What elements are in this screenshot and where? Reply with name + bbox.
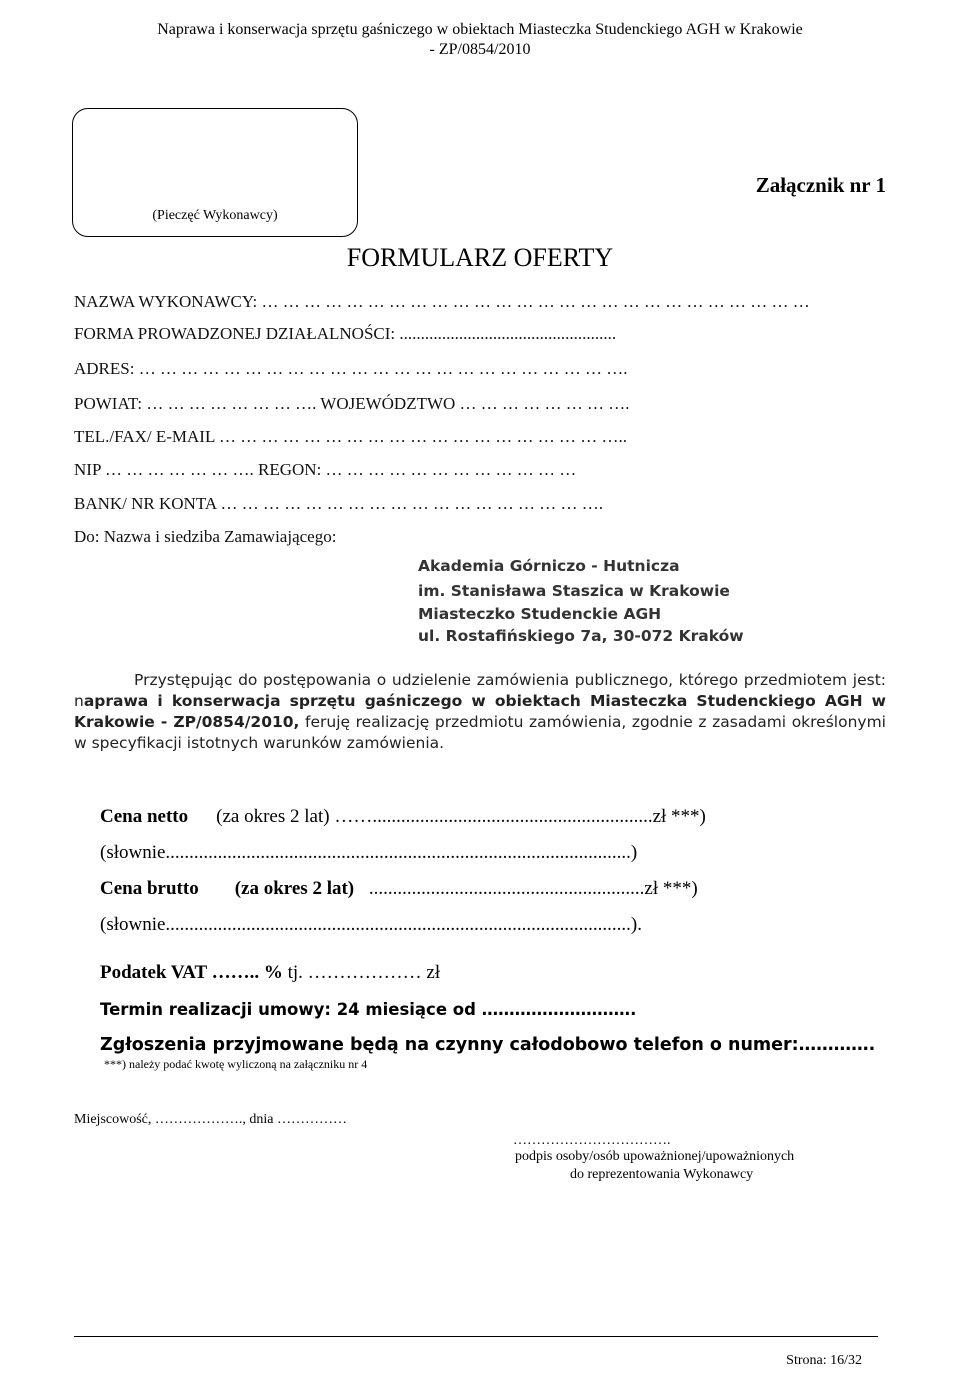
form-title bbox=[0, 243, 960, 273]
gross-price-row[interactable] bbox=[100, 878, 698, 900]
header-title: Naprawa i konserwacja sprzętu gaśniczego w obiektach Miasteczka Studenckiego AGH w Krakowie bbox=[157, 21, 803, 38]
net-price-label: Cena netto bbox=[100, 806, 189, 827]
offer-statement bbox=[74, 670, 886, 754]
buyer-address: ul. Rostafińskiego 7a, 30-072 Kraków bbox=[418, 627, 744, 645]
buyer-name-line1: Akademia Górniczo - Hutnicza bbox=[418, 557, 680, 575]
district-field[interactable]: POWIAT: … … … … … … … …. WOJEWÓDZTWO … … … … … … … …. bbox=[74, 394, 630, 413]
page-number: Strona: 16/32 bbox=[786, 1353, 862, 1368]
completion-term[interactable]: Termin realizacji umowy: 24 miesiące od ………………………. bbox=[100, 1000, 637, 1019]
tax-id-field[interactable]: NIP … … … … … … …. REGON: … … … … … … … … … … … … bbox=[74, 460, 577, 479]
net-price-value[interactable]: ……...........................................................zł ***) bbox=[329, 806, 706, 827]
contact-field[interactable]: TEL./FAX/ E-MAIL … … … … … … … … … … … … … … … … … … ….. bbox=[74, 427, 627, 446]
gross-price-value[interactable]: ..........................................................zł ***) bbox=[364, 878, 698, 899]
gross-price-period: (za okres 2 lat) bbox=[234, 878, 355, 899]
header-reference: - ZP/0854/2010 bbox=[429, 41, 531, 58]
bank-account-field[interactable]: BANK/ NR KONTA … … … … … … … … … … … … … … … … … …. bbox=[74, 494, 603, 513]
business-form-field[interactable]: FORMA PROWADZONEJ DZIAŁALNOŚCI: ................................................... bbox=[74, 324, 617, 343]
signature-caption-line1: podpis osoby/osób upoważnionej/upoważnionych bbox=[515, 1149, 795, 1164]
vat-amount[interactable]: tj. ……………… zł bbox=[282, 962, 441, 983]
vat-percent[interactable]: …….. % bbox=[206, 962, 283, 983]
attachment-label: Załącznik nr 1 bbox=[755, 173, 886, 197]
buyer-unit: Miasteczko Studenckie AGH bbox=[418, 605, 662, 623]
footnote: ***) należy podać kwotę wyliczoną na załączniku nr 4 bbox=[104, 1057, 368, 1071]
net-price-row[interactable] bbox=[100, 806, 706, 828]
net-price-period: (za okres 2 lat) bbox=[216, 806, 330, 827]
hotline-phone[interactable]: Zgłoszenia przyjmowane będą na czynny całodobowo telefon o numer:…………. bbox=[100, 1035, 876, 1055]
gross-price-words[interactable]: (słownie..................................................................................................). bbox=[100, 914, 643, 935]
net-price-words[interactable]: (słownie..................................................................................................) bbox=[100, 842, 638, 863]
statement-tail: feruję realizację przedmiotu zamówienia, zgodnie z zasadami określonymi w specyfikacji istotnych warunków zamówienia. bbox=[74, 713, 886, 752]
signature-line[interactable]: ……………………………. bbox=[513, 1133, 671, 1148]
vat-label: Podatek VAT bbox=[100, 962, 207, 983]
gross-price-label: Cena brutto bbox=[100, 878, 199, 899]
form-title-text: FORMULARZ OFERTY bbox=[346, 243, 614, 272]
contractor-name-field[interactable]: NAZWA WYKONAWCY: … … … … … … … … … … … … … … … … … … … … … … … … … … bbox=[74, 292, 810, 311]
signature-caption-line2: do reprezentowania Wykonawcy bbox=[570, 1167, 754, 1182]
statement-lead: Przystępując do postępowania o udzielenie zamówienia publicznego, którego przedmiotem jest: n bbox=[74, 671, 886, 710]
footer-divider bbox=[74, 1336, 878, 1337]
vat-row[interactable] bbox=[100, 962, 440, 984]
contractor-stamp-box bbox=[72, 108, 358, 237]
place-and-date[interactable]: Miejscowość, ………………., dnia …………… bbox=[74, 1112, 347, 1127]
buyer-name-line2: im. Stanisława Staszica w Krakowie bbox=[418, 582, 730, 600]
stamp-label: (Pieczęć Wykonawcy) bbox=[152, 208, 278, 223]
statement-subject: aprawa i konserwacja sprzętu gaśniczego w obiektach Miasteczka Studenckiego AGH w Krakowie - ZP/0854/2010, bbox=[74, 692, 886, 731]
buyer-label: Do: Nazwa i siedziba Zamawiającego: bbox=[74, 527, 337, 546]
address-field[interactable]: ADRES: … … … … … … … … … … … … … … … … … … … … … … …. bbox=[74, 359, 628, 378]
